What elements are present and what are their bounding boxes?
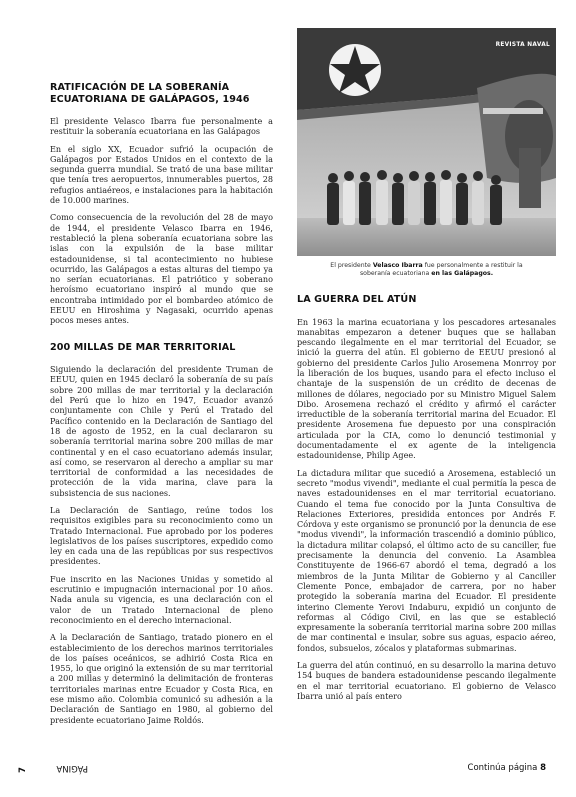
- page-number-label: [18, 703, 88, 773]
- caption-text: fue personalmente a restituir la soberanía ecuatoriana: [359, 262, 523, 277]
- paragraph: En el siglo XX, Ecuador sufrió la ocupación de Galápagos por Estados Unidos en el contexto de la segunda guerra mundial. Se trató de una base militar que tenía tres aeropuertos, innumerables puertos, 28 refugios antiaéreos, e instalaciones para la habitación de 10.000 marines.: [50, 143, 273, 206]
- paragraph: A la Declaración de Santiago, tratado pionero en el establecimiento de los derechos marinos territoriales de los países oceánicos, se adhirió Costa Rica en 1955, lo que originó la extensión de su mar territorial a 200 millas y determinó la delimitación de fronteras territoriales marinas entre Ecuador y Costa Rica, en ese mismo año. Colombia comunicó su adhesión a la Declaración de Santiago en 1980, al gobierno del presidente ecuatoriano Jaime Roldós.: [50, 632, 273, 725]
- paragraph: En 1963 la marina ecuatoriana y los pescadores artesanales manabitas empezaron a detener buques que se hallaban pescando ilegalmente en el mar territorial del Ecuador, se inició la guerra del atún. El gobierno de EEUU presionó al gobierno del presidente Carlos Julio Arosemena Monrroy por la liberación de los buques, usando para el efecto incluso el chantaje de la suspensión de un crédito de decenas de millones de dólares, negociado por su Ministro Miguel Salem Dibo. Arosemena rechazó el crédito y afirmó el carácter irreductible de la soberanía territorial marina del Ecuador. El presidente Arosemena fue depuesto por una conspiración articulada por la CIA, como lo denunció testimonial y documentadamente el ex agente de la inteligencia estadounidense, Philip Agee.: [297, 316, 556, 461]
- caption-text: El presidente: [330, 262, 373, 269]
- paragraph: La guerra del atún continuó, en su desarrollo la marina detuvo 154 buques de bandera estadounidense pescando ilegalmente en el mar territorial ecuatoriano. El gobierno de Velasco Ibarra unió al país entero: [297, 660, 556, 701]
- continue-note: [468, 763, 546, 773]
- caption-name: Velasco Ibarra: [372, 262, 423, 269]
- caption-place: en las Galápagos.: [431, 270, 494, 277]
- right-column: [297, 28, 556, 701]
- paragraph: La Declaración de Santiago, reúne todos los requisitos exigibles para su reconocimiento como un Tratado Internacional. Fue aprobado por los poderes legislativos de los países suscriptores, expedido como ley en cada una de las repúblicas por sus respectivos presidentes.: [50, 505, 273, 567]
- continue-page-number: 8: [540, 763, 546, 773]
- page-number: 7: [18, 767, 28, 773]
- heading-guerra-del-atun: LA GUERRA DEL ATÚN: [297, 294, 417, 305]
- magazine-watermark: REVISTA NAVAL: [495, 42, 550, 48]
- heading-ratificacion: RATIFICACIÓN DE LA SOBERANÍA ECUATORIANA DE GALÁPAGOS, 1946: [50, 82, 250, 105]
- paragraph: El presidente Velasco Ibarra fue personalmente a restituir la soberanía ecuatoriana en las Galápagos: [50, 116, 273, 137]
- paragraph: Siguiendo la declaración del presidente Truman de EEUU, quien en 1945 declaró la soberanía de su país sobre 200 millas de mar territorial y la declaración del Perú que lo hizo en 1947, Ecuador avanzó conjuntamente con Chile y Perú el Tratado del Pacífico contenido en la Declaración de Santiago del 18 de agosto de 1952, en la cual declararon su soberanía territorial marina sobre 200 millas de mar continental y en el caso ecuatoriano además insular, así como, se reservaron al derecho a ampliar su mar territorial de conformidad a las necesidades de protección de la vida marina, clave para la subsistencia de sus naciones.: [50, 364, 273, 498]
- airplane-group-photo-image: [297, 28, 556, 256]
- page-label-text: PÁGINA: [56, 763, 88, 773]
- paragraph: Como consecuencia de la revolución del 28 de mayo de 1944, el presidente Velasco Ibarra en 1946, restableció la plena soberanía ecuatoriana sobre las islas con la expulsión de la base militar estadounidense, si tal acontecimiento no hubiese ocurrido, las Galápagos a estas alturas del tiempo ya no serían ecuatorianas. El patriótico y soberano heroísmo ecuatoriano inspiró al mundo que se encontraba intimidado por el bombardeo atómico de EEUU en Hiroshima y Nagasaki, ocurrido apenas pocos meses antes.: [50, 212, 273, 326]
- continue-text: Continúa página: [467, 763, 538, 773]
- paragraph: Fue inscrito en las Naciones Unidas y sometido al escrutinio e impugnación internacional por 10 años. Nada anula su vigencia, es una declaración con el valor de un Tratado Internacional de pleno reconocimiento en el derecho internacional.: [50, 573, 273, 625]
- left-column: [50, 82, 273, 725]
- historical-photo: [297, 28, 556, 256]
- paragraph: La dictadura militar que sucedió a Arosemena, estableció un secreto "modus vivendi", mediante el cual permitía la pesca de naves estadounidenses en el mar territorial ecuatoriano. Cuando el tema fue conocido por la Junta Consultiva de Relaciones Exteriores, presidida entonces por Andrés F. Córdova y este organismo se pronunció por la denuncia de ese "modus vivendi", la información trascendió a dominio público, la dictadura militar colapsó, el último acto de su canciller, fue precisamente la denuncia del convenio. La Asamblea Constituyente de 1966-67 abordó el tema, degradó a los miembros de la Junta Militar de Gobierno y al Canciller Clemente Ponce, embajador de carrera, por no haber protegido la soberanía marina del Ecuador. El presidente interino Clemente Yerovi Indaburu, expidió un conjunto de reformas al Código Civil, en las que se estableció expresamente la soberanía territorial marina sobre 200 millas de mar continental e insular, sobre sus aguas, espacio aéreo, fondos, subsuelos, zócalos y plataformas submarinas.: [297, 467, 556, 653]
- heading-200-millas: 200 MILLAS DE MAR TERRITORIAL: [50, 341, 236, 353]
- photo-caption: [297, 262, 556, 278]
